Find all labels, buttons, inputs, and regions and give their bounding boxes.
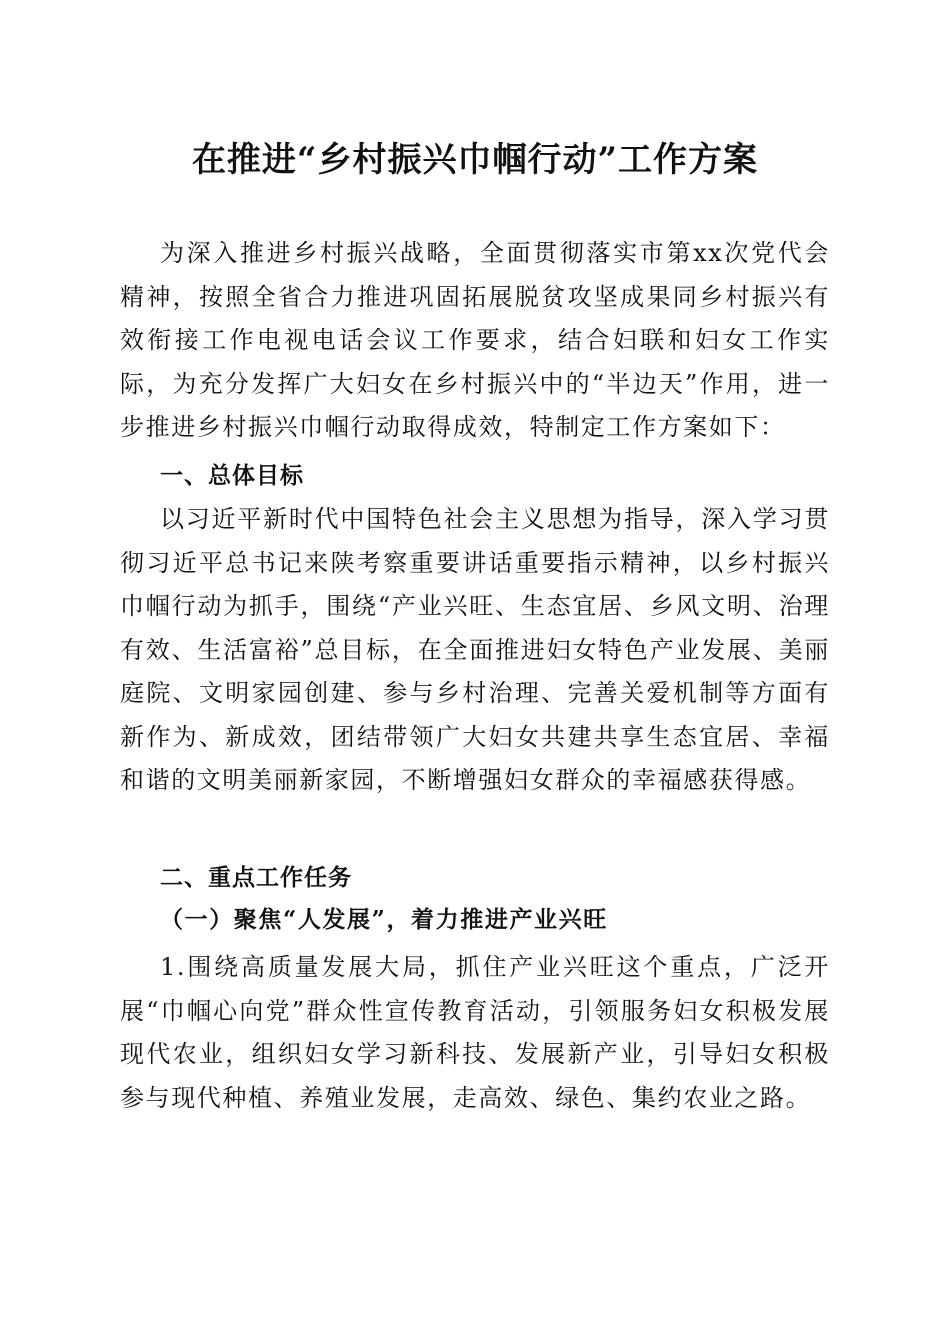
section-heading-key-tasks: 二、重点工作任务 xyxy=(160,865,352,891)
section-heading-overall-goal: 一、总体目标 xyxy=(160,463,304,489)
task-1-paragraph: 1.围绕高质量发展大局，抓住产业兴旺这个重点，广泛开展“巾帼心向党”群众性宣传教育活动，引领服务妇女积极发展现代农业，组织妇女学习新科技、发展新产业，引导妇女积极参与现代种植、养殖业发展，走高效、绿色、集约农业之路。 xyxy=(120,953,830,1112)
overall-goal-paragraph: 以习近平新时代中国特色社会主义思想为指导，深入学习贯彻习近平总书记来陕考察重要讲话重要指示精神，以乡村振兴巾帼行动为抓手，围绕“产业兴旺、生态宜居、乡风文明、治理有效、生活富裕”总目标，在全面推进妇女特色产业发展、美丽庭院、文明家园创建、参与乡村治理、完善关爱机制等方面有新作为、新成效，团结带领广大妇女共建共享生态宜居、幸福和谐的文明美丽新家园，不断增强妇女群众的幸福感获得感。 xyxy=(120,505,830,794)
subsection-heading-industry: （一）聚焦“人发展”，着力推进产业兴旺 xyxy=(160,906,608,933)
document-title: 在推进“乡村振兴巾帼行动”工作方案 xyxy=(191,140,759,180)
intro-paragraph: 为深入推进乡村振兴战略，全面贯彻落实市第xx次党代会精神，按照全省合力推进巩固拓展脱贫攻坚成果同乡村振兴有效衔接工作电视电话会议工作要求，结合妇联和妇女工作实际，为充分发挥广大妇女在乡村振兴中的“半边天”作用，进一步推进乡村振兴巾帼行动取得成效，特制定工作方案如下： xyxy=(120,239,830,441)
